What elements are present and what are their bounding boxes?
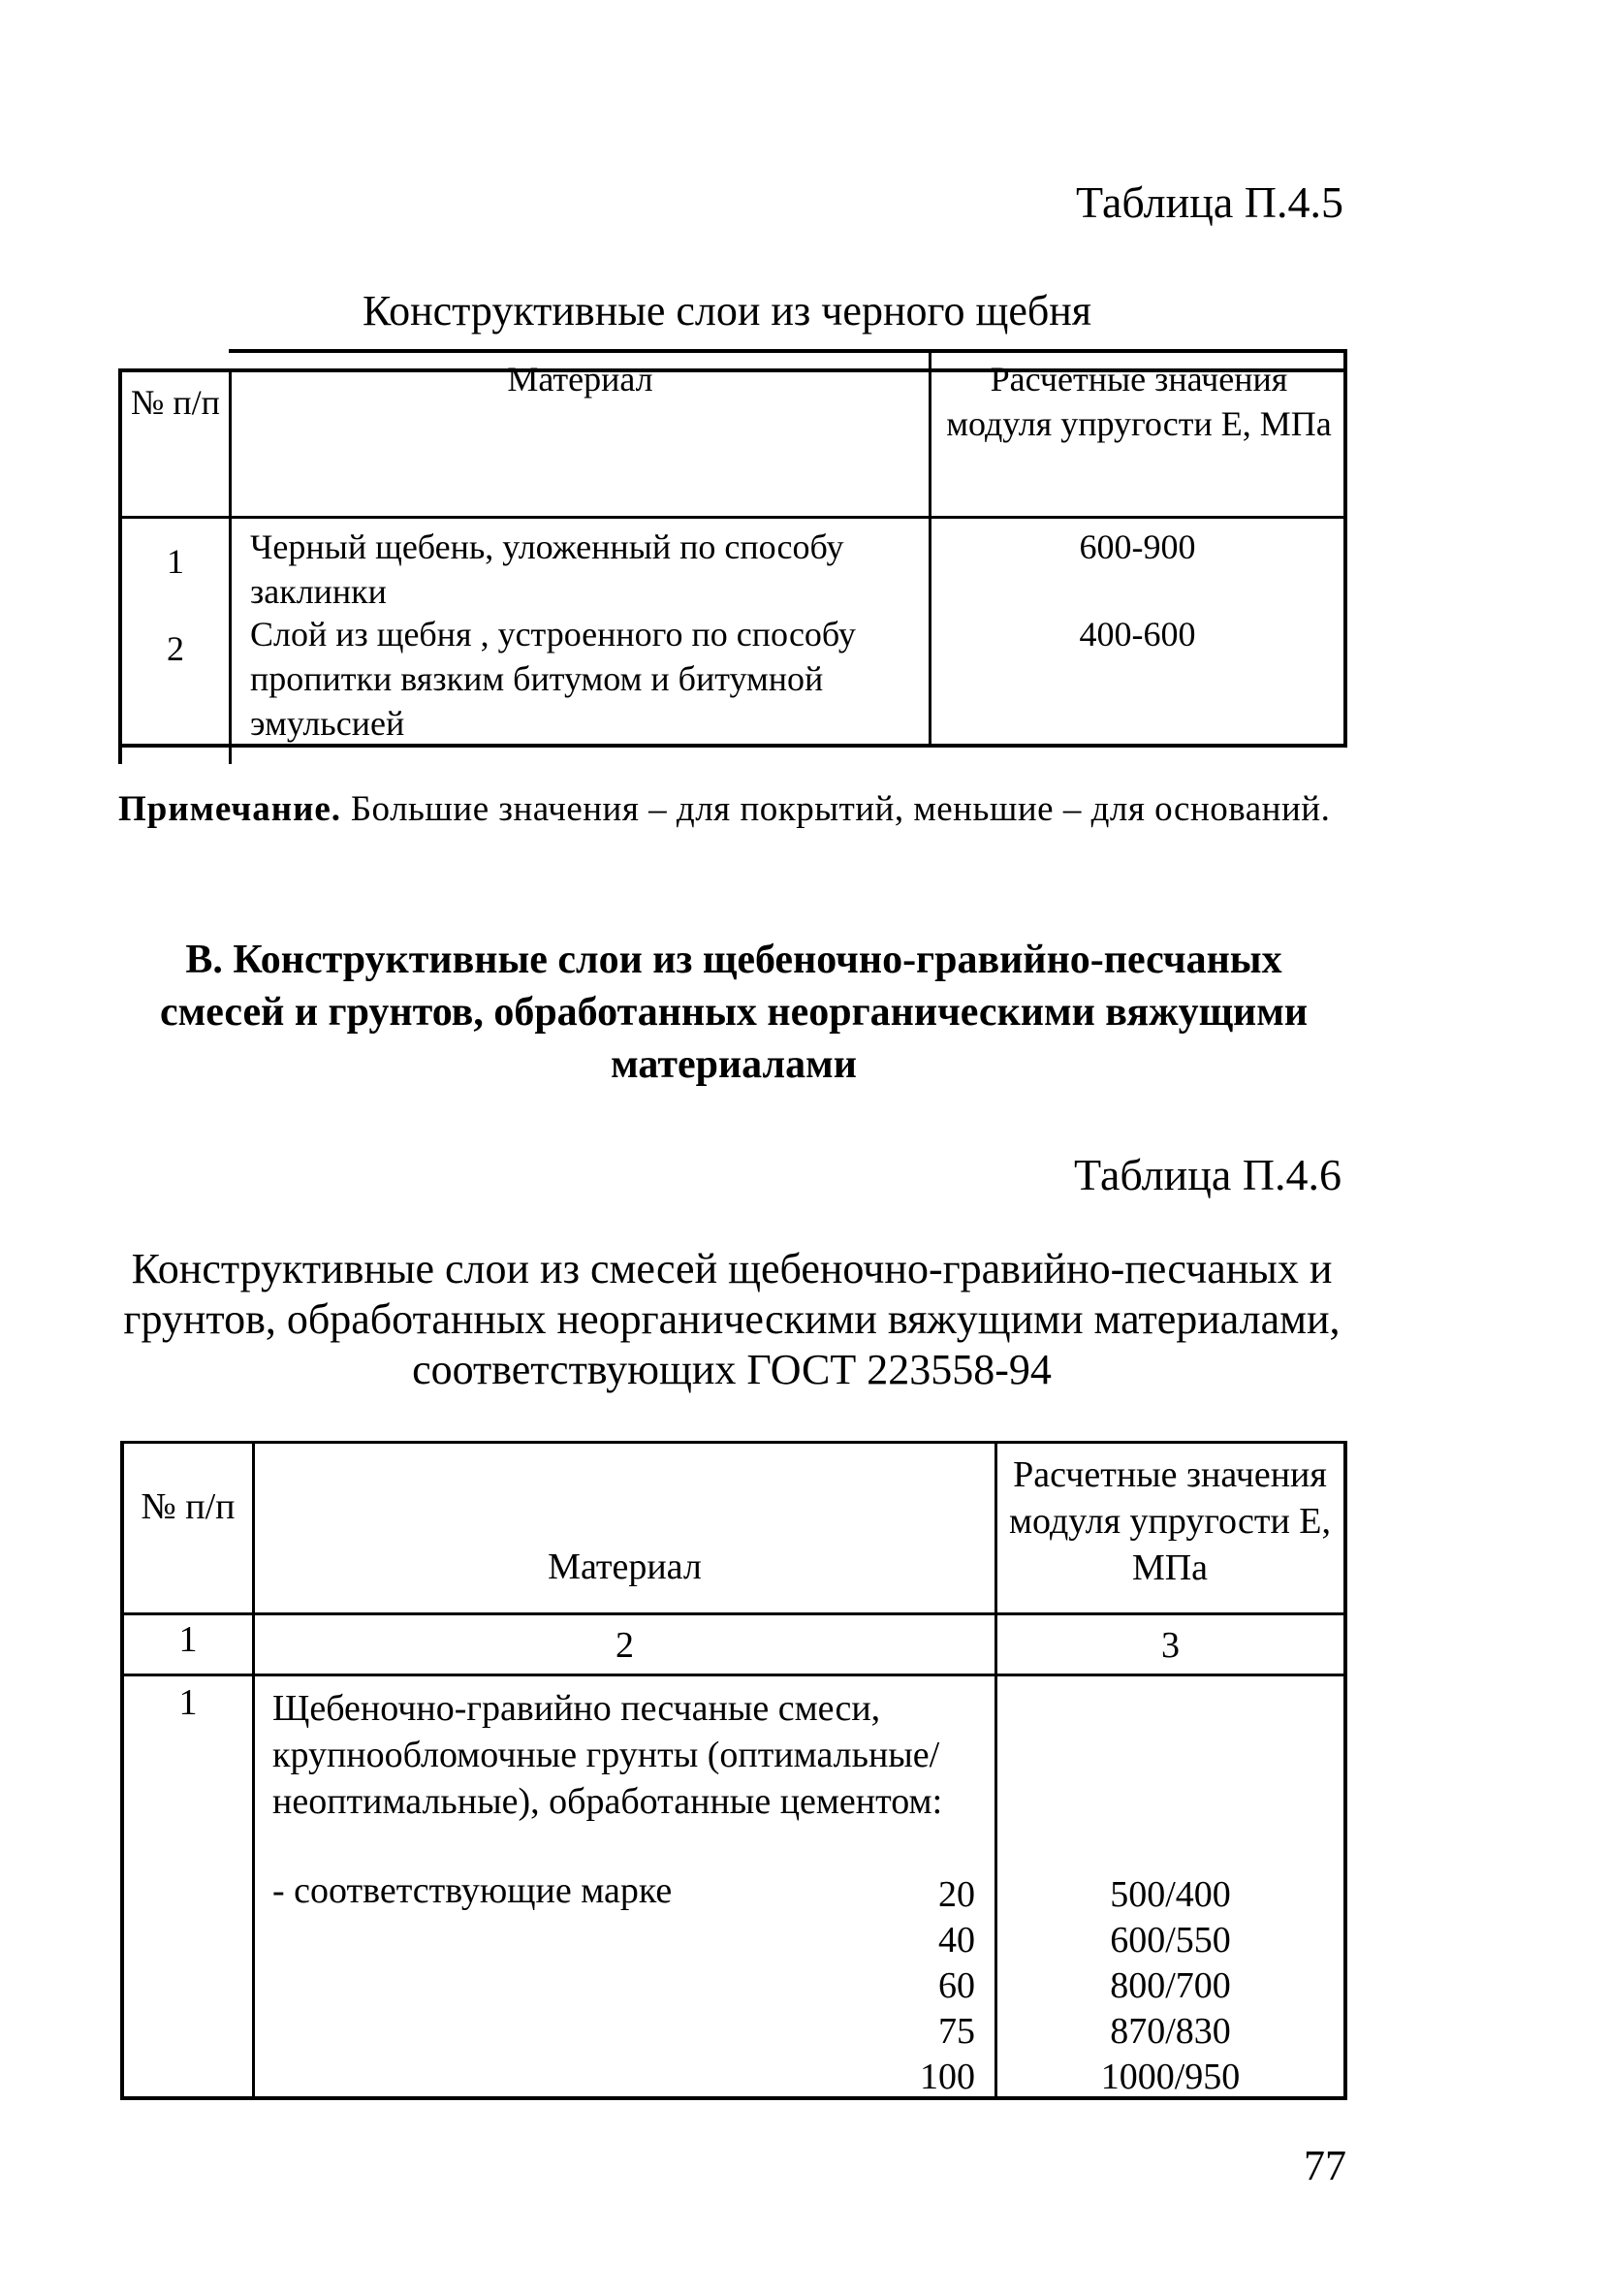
note-label: Примечание.	[118, 789, 342, 829]
page-number: 77	[1304, 2142, 1346, 2189]
table-46-grade-2: 40	[938, 1920, 975, 1961]
table-46-header-num: № п/п	[141, 1486, 236, 1527]
table-45-row-2-value: 400-600	[1079, 615, 1196, 654]
table-46-value-4: 870/830	[1110, 2011, 1231, 2052]
table-46-colnum-3: 3	[1161, 1625, 1180, 1666]
section-b-title: В. Конструктивные слои из щебеночно-гравийно-песчаных смесей и грунтов, обработанных неорганическими вяжущими материалами	[159, 938, 1309, 1087]
table-46-grade-1: 20	[938, 1874, 975, 1915]
table-46-label: Таблица П.4.6	[1074, 1150, 1342, 1199]
table-46-caption: Конструктивные слои из смесей щебеночно-гравийно-песчаных и грунтов, обработанных неорганическими вяжущими материалами, соответствующих ГОСТ 223558-94	[123, 1245, 1341, 1393]
table-45-row-2-material: Слой из щебня , устроенного по способу пропитки вязким битумом и битумной эмульсией	[250, 615, 856, 743]
table-46-grade-3: 60	[938, 1965, 975, 2006]
table-46-row-sub: - соответствующие марке	[272, 1870, 673, 1911]
table-45-row-1-value: 600-900	[1079, 527, 1196, 566]
table-45-header-material: Материал	[507, 360, 653, 399]
table-45-row-1-num: 1	[167, 542, 184, 581]
table-46-row-material: Щебеночно-гравийно песчаные смеси, крупнообломочные грунты (оптимальные/ неоптимальные), обработанные цементом:	[272, 1688, 943, 1822]
table-45-row-2-num: 2	[167, 629, 184, 668]
note	[118, 781, 1349, 838]
table-45-header-num: № п/п	[131, 383, 220, 422]
table-46-value-2: 600/550	[1110, 1920, 1231, 1961]
note-text: Большие значения – для покрытий, меньшие – для оснований.	[350, 789, 1331, 829]
table-46-colnum-1: 1	[178, 1619, 198, 1660]
table-46-grade-5: 100	[920, 2057, 975, 2097]
table-45-label: Таблица П.4.5	[1076, 177, 1343, 227]
table-46-colnum-2: 2	[616, 1625, 634, 1666]
table-45-caption: Конструктивные слои из черного щебня	[362, 287, 1092, 335]
table-46-value-5: 1000/950	[1100, 2057, 1241, 2097]
table-46-row-num: 1	[178, 1682, 198, 1723]
table-46-value-1: 500/400	[1110, 1874, 1231, 1915]
table-45-row-1-material: Черный щебень, уложенный по способу заклинки	[250, 527, 844, 611]
table-46-grade-4: 75	[938, 2011, 975, 2052]
table-46-value-3: 800/700	[1110, 1965, 1231, 2006]
table-45-header-value: Расчетные значения модуля упругости Е, МПа	[946, 360, 1332, 443]
table-46-header-material: Материал	[548, 1547, 702, 1587]
table-46-header-value: Расчетные значения модуля упругости Е, МПа	[1009, 1454, 1331, 1588]
